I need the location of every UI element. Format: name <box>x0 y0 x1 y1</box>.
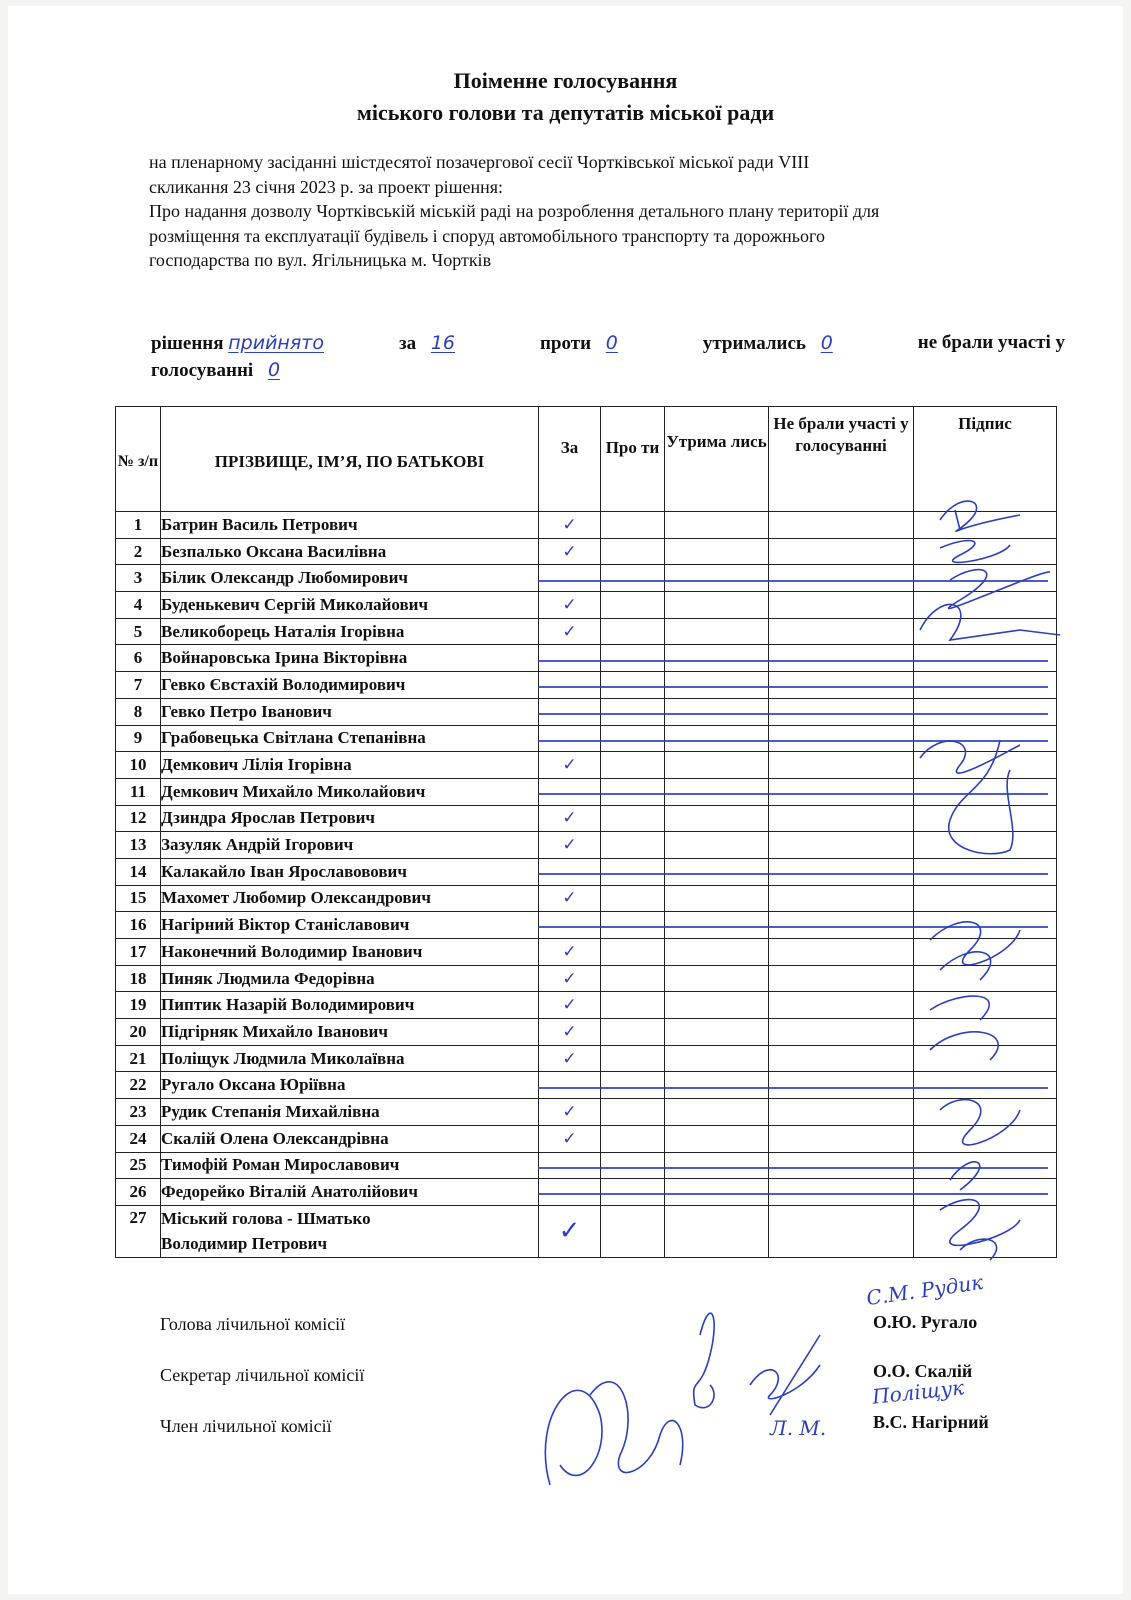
intro-line: Про надання дозволу Чортківській міській раді на розроблення детального плану території для <box>149 201 880 221</box>
row-number: 16 <box>116 912 161 939</box>
vote-for-mark: ✓ <box>539 592 601 619</box>
row-name: Безпалько Оксана Василівна <box>161 538 539 565</box>
vote-abstained-cell <box>665 805 769 832</box>
decision-summary <box>151 330 1065 384</box>
vote-for-mark: ✓ <box>539 512 601 539</box>
row-number: 1 <box>116 512 161 539</box>
row-name: Калакайло Іван Ярославовович <box>161 858 539 885</box>
not-voted-cell <box>769 912 914 939</box>
not-voted-cell <box>769 939 914 966</box>
row-number: 11 <box>116 778 161 805</box>
row-name: Махомет Любомир Олександрович <box>161 885 539 912</box>
vote-against-cell <box>601 885 665 912</box>
row-name-line: Володимир Петрович <box>161 1234 328 1254</box>
document-title: Поіменне голосування <box>453 68 678 93</box>
intro-line: на пленарному засіданні шістдесятої позачергової сесії Чортківської міської ради VIII <box>149 152 810 172</box>
vote-abstained-cell <box>665 565 769 592</box>
vote-against-cell <box>601 512 665 539</box>
not-voted-cell <box>769 992 914 1019</box>
row-number: 22 <box>116 1072 161 1099</box>
row-name: Тимофій Роман Мирославович <box>161 1152 539 1179</box>
vote-abstained-cell <box>665 939 769 966</box>
vote-for-mark <box>539 725 601 752</box>
vote-against-cell <box>601 858 665 885</box>
vote-for-mark: ✓ <box>539 1019 601 1046</box>
not-voted-label-2: голосуванні <box>151 360 254 381</box>
row-number: 18 <box>116 965 161 992</box>
absent-strike-line <box>538 740 1048 742</box>
not-voted-cell <box>769 698 914 725</box>
row-name: Наконечний Володимир Іванович <box>161 939 539 966</box>
row-name: Білик Олександр Любомирович <box>161 565 539 592</box>
vote-abstained-cell <box>665 858 769 885</box>
vote-for-mark: ✓ <box>539 1099 601 1126</box>
row-number: 20 <box>116 1019 161 1046</box>
absent-strike-line <box>538 926 1048 928</box>
abstained-label: утримались <box>702 333 806 354</box>
absent-strike-line <box>538 660 1048 662</box>
vote-abstained-cell <box>665 1045 769 1072</box>
not-voted-cell <box>769 1125 914 1152</box>
abstained-value: 0 <box>820 332 833 354</box>
vote-for-mark <box>539 1072 601 1099</box>
row-number: 15 <box>116 885 161 912</box>
vote-for-mark: ✓ <box>539 965 601 992</box>
row-name-line: Міський голова - Шматько <box>161 1209 371 1229</box>
absent-strike-line <box>538 1193 1048 1195</box>
vote-against-cell <box>601 912 665 939</box>
vote-for-mark: ✓ <box>539 1205 601 1257</box>
vote-against-cell <box>601 1125 665 1152</box>
footer-signatures <box>520 1295 840 1515</box>
row-name: Батрин Василь Петрович <box>161 512 539 539</box>
vote-against-cell <box>601 672 665 699</box>
vote-for-mark <box>539 645 601 672</box>
vote-for-mark <box>539 778 601 805</box>
not-voted-cell <box>769 565 914 592</box>
row-name: Пиняк Людмила Федорівна <box>161 965 539 992</box>
not-voted-cell <box>769 1019 914 1046</box>
secretary-name: О.О. Скалій <box>873 1361 973 1381</box>
vote-for-mark <box>539 698 601 725</box>
vote-for-mark: ✓ <box>539 1125 601 1152</box>
vote-for-mark <box>539 565 601 592</box>
intro-line: скликання 23 січня 2023 р. за проект рішення: <box>149 176 504 197</box>
intro-paragraph <box>149 150 1066 273</box>
vote-for-mark <box>539 858 601 885</box>
not-voted-cell <box>769 1045 914 1072</box>
vote-for-mark: ✓ <box>539 885 601 912</box>
row-number: 8 <box>116 698 161 725</box>
absent-strike-line <box>538 793 1048 795</box>
vote-against-cell <box>601 1179 665 1206</box>
absent-strike-line <box>538 1167 1048 1169</box>
row-number: 13 <box>116 832 161 859</box>
not-voted-cell <box>769 752 914 779</box>
row-name: Підгірняк Михайло Іванович <box>161 1019 539 1046</box>
handwritten-initials: Л. М. <box>770 1416 827 1440</box>
vote-abstained-cell <box>665 698 769 725</box>
vote-against-cell <box>601 1205 665 1257</box>
row-number: 6 <box>116 645 161 672</box>
row-number: 10 <box>116 752 161 779</box>
vote-against-cell <box>601 725 665 752</box>
header-signature: Підпис <box>914 407 1057 512</box>
vote-for-mark: ✓ <box>539 538 601 565</box>
vote-abstained-cell <box>665 1072 769 1099</box>
row-number: 7 <box>116 672 161 699</box>
row-name: Грабовецька Світлана Степанівна <box>161 725 539 752</box>
vote-against-cell <box>601 592 665 619</box>
vote-against-cell <box>601 698 665 725</box>
row-number: 23 <box>116 1099 161 1126</box>
vote-against-cell <box>601 992 665 1019</box>
row-name: Великоборець Наталія Ігорівна <box>161 618 539 645</box>
row-name: Зазуляк Андрій Ігорович <box>161 832 539 859</box>
row-number: 19 <box>116 992 161 1019</box>
vote-abstained-cell <box>665 992 769 1019</box>
row-number: 12 <box>116 805 161 832</box>
not-voted-cell <box>769 885 914 912</box>
vote-against-cell <box>601 1045 665 1072</box>
chair-label: Голова лічильної комісії <box>160 1314 346 1334</box>
vote-against-cell <box>601 538 665 565</box>
row-number: 21 <box>116 1045 161 1072</box>
vote-abstained-cell <box>665 672 769 699</box>
not-voted-cell <box>769 672 914 699</box>
row-name: Пиптик Назарій Володимирович <box>161 992 539 1019</box>
vote-against-cell <box>601 965 665 992</box>
vote-abstained-cell <box>665 645 769 672</box>
vote-abstained-cell <box>665 1179 769 1206</box>
absent-strike-line <box>538 873 1048 875</box>
row-name: Нагірний Віктор Станіславович <box>161 912 539 939</box>
row-name: Буденькевич Сергій Миколайович <box>161 592 539 619</box>
header-for: За <box>539 407 601 512</box>
vote-abstained-cell <box>665 965 769 992</box>
vote-against-cell <box>601 939 665 966</box>
not-voted-cell <box>769 832 914 859</box>
absent-strike-line <box>538 713 1048 715</box>
vote-abstained-cell <box>665 885 769 912</box>
row-number: 17 <box>116 939 161 966</box>
not-voted-cell <box>769 592 914 619</box>
row-number: 9 <box>116 725 161 752</box>
vote-abstained-cell <box>665 1152 769 1179</box>
vote-abstained-cell <box>665 752 769 779</box>
row-number: 2 <box>116 538 161 565</box>
header-not-voted: Не брали участі у голосуванні <box>769 407 914 512</box>
vote-against-cell <box>601 832 665 859</box>
vote-against-cell <box>601 1019 665 1046</box>
absent-strike-line <box>538 1087 1048 1089</box>
not-voted-cell <box>769 618 914 645</box>
row-name: Федорейко Віталій Анатолійович <box>161 1179 539 1206</box>
handwritten-member-note: Поліщук <box>870 1375 966 1409</box>
vote-for-mark: ✓ <box>539 752 601 779</box>
row-number: 5 <box>116 618 161 645</box>
vote-abstained-cell <box>665 538 769 565</box>
row-number: 24 <box>116 1125 161 1152</box>
member-label: Член лічильної комісії <box>160 1416 332 1436</box>
not-voted-cell <box>769 645 914 672</box>
row-name: Демкович Михайло Миколайович <box>161 778 539 805</box>
not-voted-cell <box>769 858 914 885</box>
chair-name: О.Ю. Ругало <box>873 1312 978 1332</box>
row-name: Рудик Степанія Михайлівна <box>161 1099 539 1126</box>
vote-for-mark: ✓ <box>539 832 601 859</box>
not-voted-label: не брали участі у <box>917 332 1065 353</box>
row-name: Гевко Євстахій Володимирович <box>161 672 539 699</box>
vote-abstained-cell <box>665 725 769 752</box>
vote-abstained-cell <box>665 912 769 939</box>
not-voted-cell <box>769 538 914 565</box>
vote-against-cell <box>601 778 665 805</box>
decision-label: рішення <box>151 333 224 354</box>
vote-for-mark <box>539 672 601 699</box>
row-name: Демкович Лілія Ігорівна <box>161 752 539 779</box>
row-number: 14 <box>116 858 161 885</box>
not-voted-cell <box>769 805 914 832</box>
not-voted-cell <box>769 1099 914 1126</box>
not-voted-cell <box>769 1205 914 1257</box>
not-voted-value: 0 <box>267 359 281 381</box>
not-voted-cell <box>769 725 914 752</box>
vote-for-mark <box>539 1179 601 1206</box>
vote-abstained-cell <box>665 618 769 645</box>
against-value: 0 <box>605 332 618 354</box>
secretary-label: Секретар лічильної комісії <box>160 1365 365 1385</box>
vote-against-cell <box>601 1152 665 1179</box>
not-voted-cell <box>769 512 914 539</box>
row-name: Войнаровська Ірина Вікторівна <box>161 645 539 672</box>
not-voted-cell <box>769 778 914 805</box>
row-number: 25 <box>116 1152 161 1179</box>
vote-against-cell <box>601 1099 665 1126</box>
row-name: Поліщук Людмила Миколаївна <box>161 1045 539 1072</box>
vote-abstained-cell <box>665 1125 769 1152</box>
row-number: 27 <box>116 1205 161 1257</box>
row-name <box>161 1205 539 1257</box>
header-against: Про ти <box>601 407 665 512</box>
vote-abstained-cell <box>665 1099 769 1126</box>
row-name: Гевко Петро Іванович <box>161 698 539 725</box>
row-number: 26 <box>116 1179 161 1206</box>
not-voted-cell <box>769 1072 914 1099</box>
vote-for-mark: ✓ <box>539 805 601 832</box>
decision-result: прийнято <box>228 332 324 354</box>
vote-abstained-cell <box>665 592 769 619</box>
row-name: Скалій Олена Олександрівна <box>161 1125 539 1152</box>
header-abstained: Утрима лись <box>665 407 769 512</box>
vote-for-mark: ✓ <box>539 1045 601 1072</box>
vote-abstained-cell <box>665 512 769 539</box>
for-value: 16 <box>430 332 456 354</box>
for-label: за <box>398 333 417 354</box>
absent-strike-line <box>538 686 1048 688</box>
vote-abstained-cell <box>665 832 769 859</box>
vote-for-mark <box>539 912 601 939</box>
vote-for-mark: ✓ <box>539 992 601 1019</box>
signatures-overlay <box>900 490 1075 1270</box>
row-number: 4 <box>116 592 161 619</box>
member-name: В.С. Нагірний <box>873 1412 989 1432</box>
vote-for-mark: ✓ <box>539 939 601 966</box>
intro-line: розміщення та експлуатації будівель і споруд автомобільного транспорту та дорожнього <box>149 225 825 246</box>
vote-against-cell <box>601 618 665 645</box>
header-name: ПРІЗВИЩЕ, ІМ’Я, ПО БАТЬКОВІ <box>161 407 539 512</box>
not-voted-cell <box>769 1179 914 1206</box>
handwritten-chair-note: С.М. Рудик <box>864 1269 985 1311</box>
vote-abstained-cell <box>665 1205 769 1257</box>
row-name: Ругало Оксана Юріївна <box>161 1072 539 1099</box>
vote-for-mark: ✓ <box>539 618 601 645</box>
not-voted-cell <box>769 965 914 992</box>
not-voted-cell <box>769 1152 914 1179</box>
vote-for-mark <box>539 1152 601 1179</box>
row-name: Дзиндра Ярослав Петрович <box>161 805 539 832</box>
vote-against-cell <box>601 805 665 832</box>
vote-against-cell <box>601 1072 665 1099</box>
intro-line: господарства по вул. Ягільницька м. Чортків <box>149 250 492 270</box>
header-number: № з/п <box>116 407 161 512</box>
vote-against-cell <box>601 752 665 779</box>
signature-scribbles <box>920 501 1060 1260</box>
absent-strike-line <box>538 580 1048 582</box>
against-label: проти <box>539 333 592 354</box>
vote-against-cell <box>601 645 665 672</box>
vote-abstained-cell <box>665 1019 769 1046</box>
document-subtitle: міського голови та депутатів міської ради <box>356 100 775 125</box>
vote-abstained-cell <box>665 778 769 805</box>
row-number: 3 <box>116 565 161 592</box>
vote-against-cell <box>601 565 665 592</box>
